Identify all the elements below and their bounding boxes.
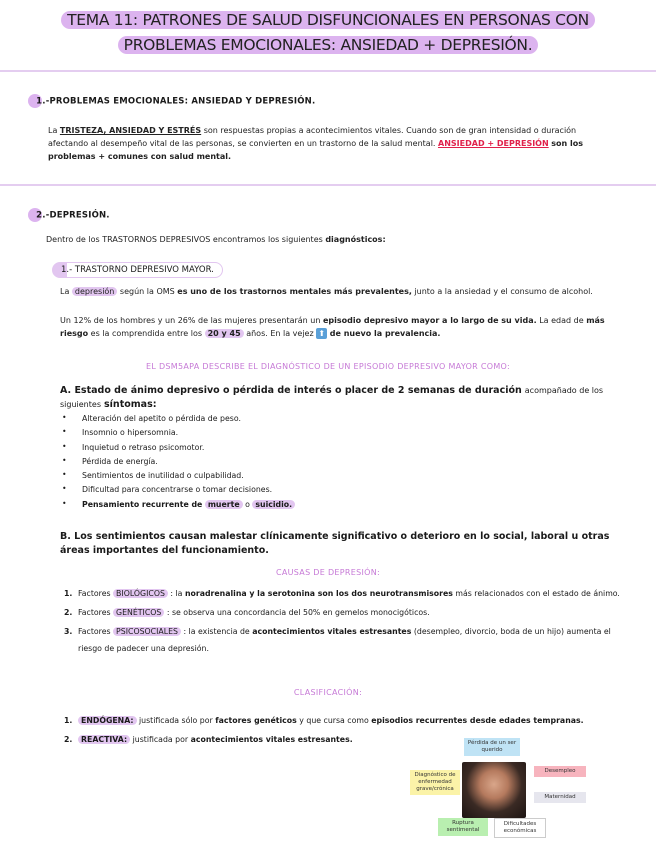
up-arrow-icon: ⬆ <box>316 328 327 339</box>
subsection-heading: 1.- TRASTORNO DEPRESIVO MAYOR. <box>52 262 223 278</box>
highlight: BIOLÓGICOS <box>113 589 168 598</box>
highlight: ENDÓGENA: <box>78 716 137 725</box>
list-item: • Inquietud o retraso psicomotor. <box>60 443 295 457</box>
highlight: PSICOSOCIALES <box>113 627 181 636</box>
dsm-heading: EL DSM5APA DESCRIBE EL DIAGNÓSTICO DE UN EPISODIO DEPRESIVO MAYOR COMO: <box>145 362 511 371</box>
page-title-wrap <box>0 8 656 58</box>
diagram-box-financial: Dificultades económicas <box>494 818 546 838</box>
highlight: REACTIVA: <box>78 735 130 744</box>
list-item: • Pérdida de energía. <box>60 457 295 471</box>
highlight: 20 y 45 <box>205 329 244 338</box>
list-item: 3. Factores PSICOSOCIALES : la existencia de acontecimientos vitales estresantes (desempleo, divorcio, boda de un hijo) aumenta el riesgo de padecer una depresión. <box>64 627 611 653</box>
highlight: suicidio. <box>252 500 295 509</box>
diagram-box-unemployment: Desempleo <box>534 766 586 777</box>
list-item: • Insomnio o hipersomnia. <box>60 428 295 442</box>
divider <box>0 184 656 186</box>
causes-list <box>64 585 620 657</box>
symptom-list <box>60 414 295 514</box>
divider <box>0 70 656 72</box>
section-2-heading: 2.-DEPRESIÓN. <box>28 208 110 222</box>
list-item: 2. Factores GENÉTICOS : se observa una concordancia del 50% en gemelos monocigóticos. <box>64 608 430 617</box>
highlight: muerte <box>205 500 243 509</box>
causes-heading: CAUSAS DE DEPRESIÓN: <box>275 568 381 577</box>
person-photo <box>462 762 526 818</box>
diagram-box-loss: Pérdida de un ser querido <box>464 738 520 756</box>
section-1-paragraph: La TRISTEZA, ANSIEDAD Y ESTRÉS son respuestas propias a acontecimientos vitales. Cuando son de gran intensidad o duración afectando al desempeño vital de las personas, se convierten en un trastorno de la salud mental. ANSIEDAD + DEPRESIÓN son los problemas + comunes con salud mental. <box>48 126 583 161</box>
highlight: depresión <box>72 287 117 296</box>
causes-diagram <box>410 738 590 838</box>
section-1-heading: 1.-PROBLEMAS EMOCIONALES: ANSIEDAD Y DEPRESIÓN. <box>28 94 315 108</box>
list-item: 1. ENDÓGENA: justificada sólo por factores genéticos y que cursa como episodios recurrentes desde edades tempranas. <box>64 716 584 725</box>
criterion-a: A. Estado de ánimo depresivo o pérdida de interés o placer de 2 semanas de duración acompañado de los siguientes síntomas: <box>60 385 604 410</box>
list-item: • Sentimientos de inutilidad o culpabilidad. <box>60 471 295 485</box>
highlight: GENÉTICOS <box>113 608 164 617</box>
diagram-box-maternity: Maternidad <box>534 792 586 803</box>
list-item: 2. REACTIVA: justificada por acontecimientos vitales estresantes. <box>64 735 353 744</box>
list-item: 1. Factores BIOLÓGICOS : la noradrenalina y la serotonina son los dos neurotransmisores más relacionados con el estado de ánimo. <box>64 589 620 598</box>
page-title <box>61 8 595 58</box>
title-line-1: TEMA 11: PATRONES DE SALUD DISFUNCIONALES EN PERSONAS CON <box>61 11 595 29</box>
classification-heading: CLASIFICACIÓN: <box>293 688 363 697</box>
highlight-red: ANSIEDAD + DEPRESIÓN <box>438 139 549 148</box>
title-line-2: PROBLEMAS EMOCIONALES: ANSIEDAD + DEPRESIÓN. <box>118 36 539 54</box>
list-item: • Dificultad para concentrarse o tomar decisiones. <box>60 485 295 499</box>
criterion-b: B. Los sentimientos causan malestar clínicamente significativo o deterioro en lo social, laboral u otras áreas importantes del funcionamiento. <box>60 531 610 556</box>
diagram-box-diagnosis: Diagnóstico de enfermedad grave/crónica <box>410 770 460 795</box>
list-item: • Pensamiento recurrente de muerte o suicidio. <box>60 500 295 514</box>
diagram-box-breakup: Ruptura sentimental <box>438 818 488 836</box>
depression-paragraph-2: Un 12% de los hombres y un 26% de las mujeres presentarán un episodio depresivo mayor a lo largo de su vida. La edad de más riesgo es la comprendida entre los 20 y 45 años. En la vejez ⬆ de nuevo la prevalencia. <box>60 316 605 338</box>
list-item: • Alteración del apetito o pérdida de peso. <box>60 414 295 428</box>
section-2-intro: Dentro de los TRASTORNOS DEPRESIVOS encontramos los siguientes diagnósticos: <box>46 235 386 244</box>
depression-paragraph-1: La depresión según la OMS es uno de los trastornos mentales más prevalentes, junto a la ansiedad y el consumo de alcohol. <box>60 287 593 296</box>
